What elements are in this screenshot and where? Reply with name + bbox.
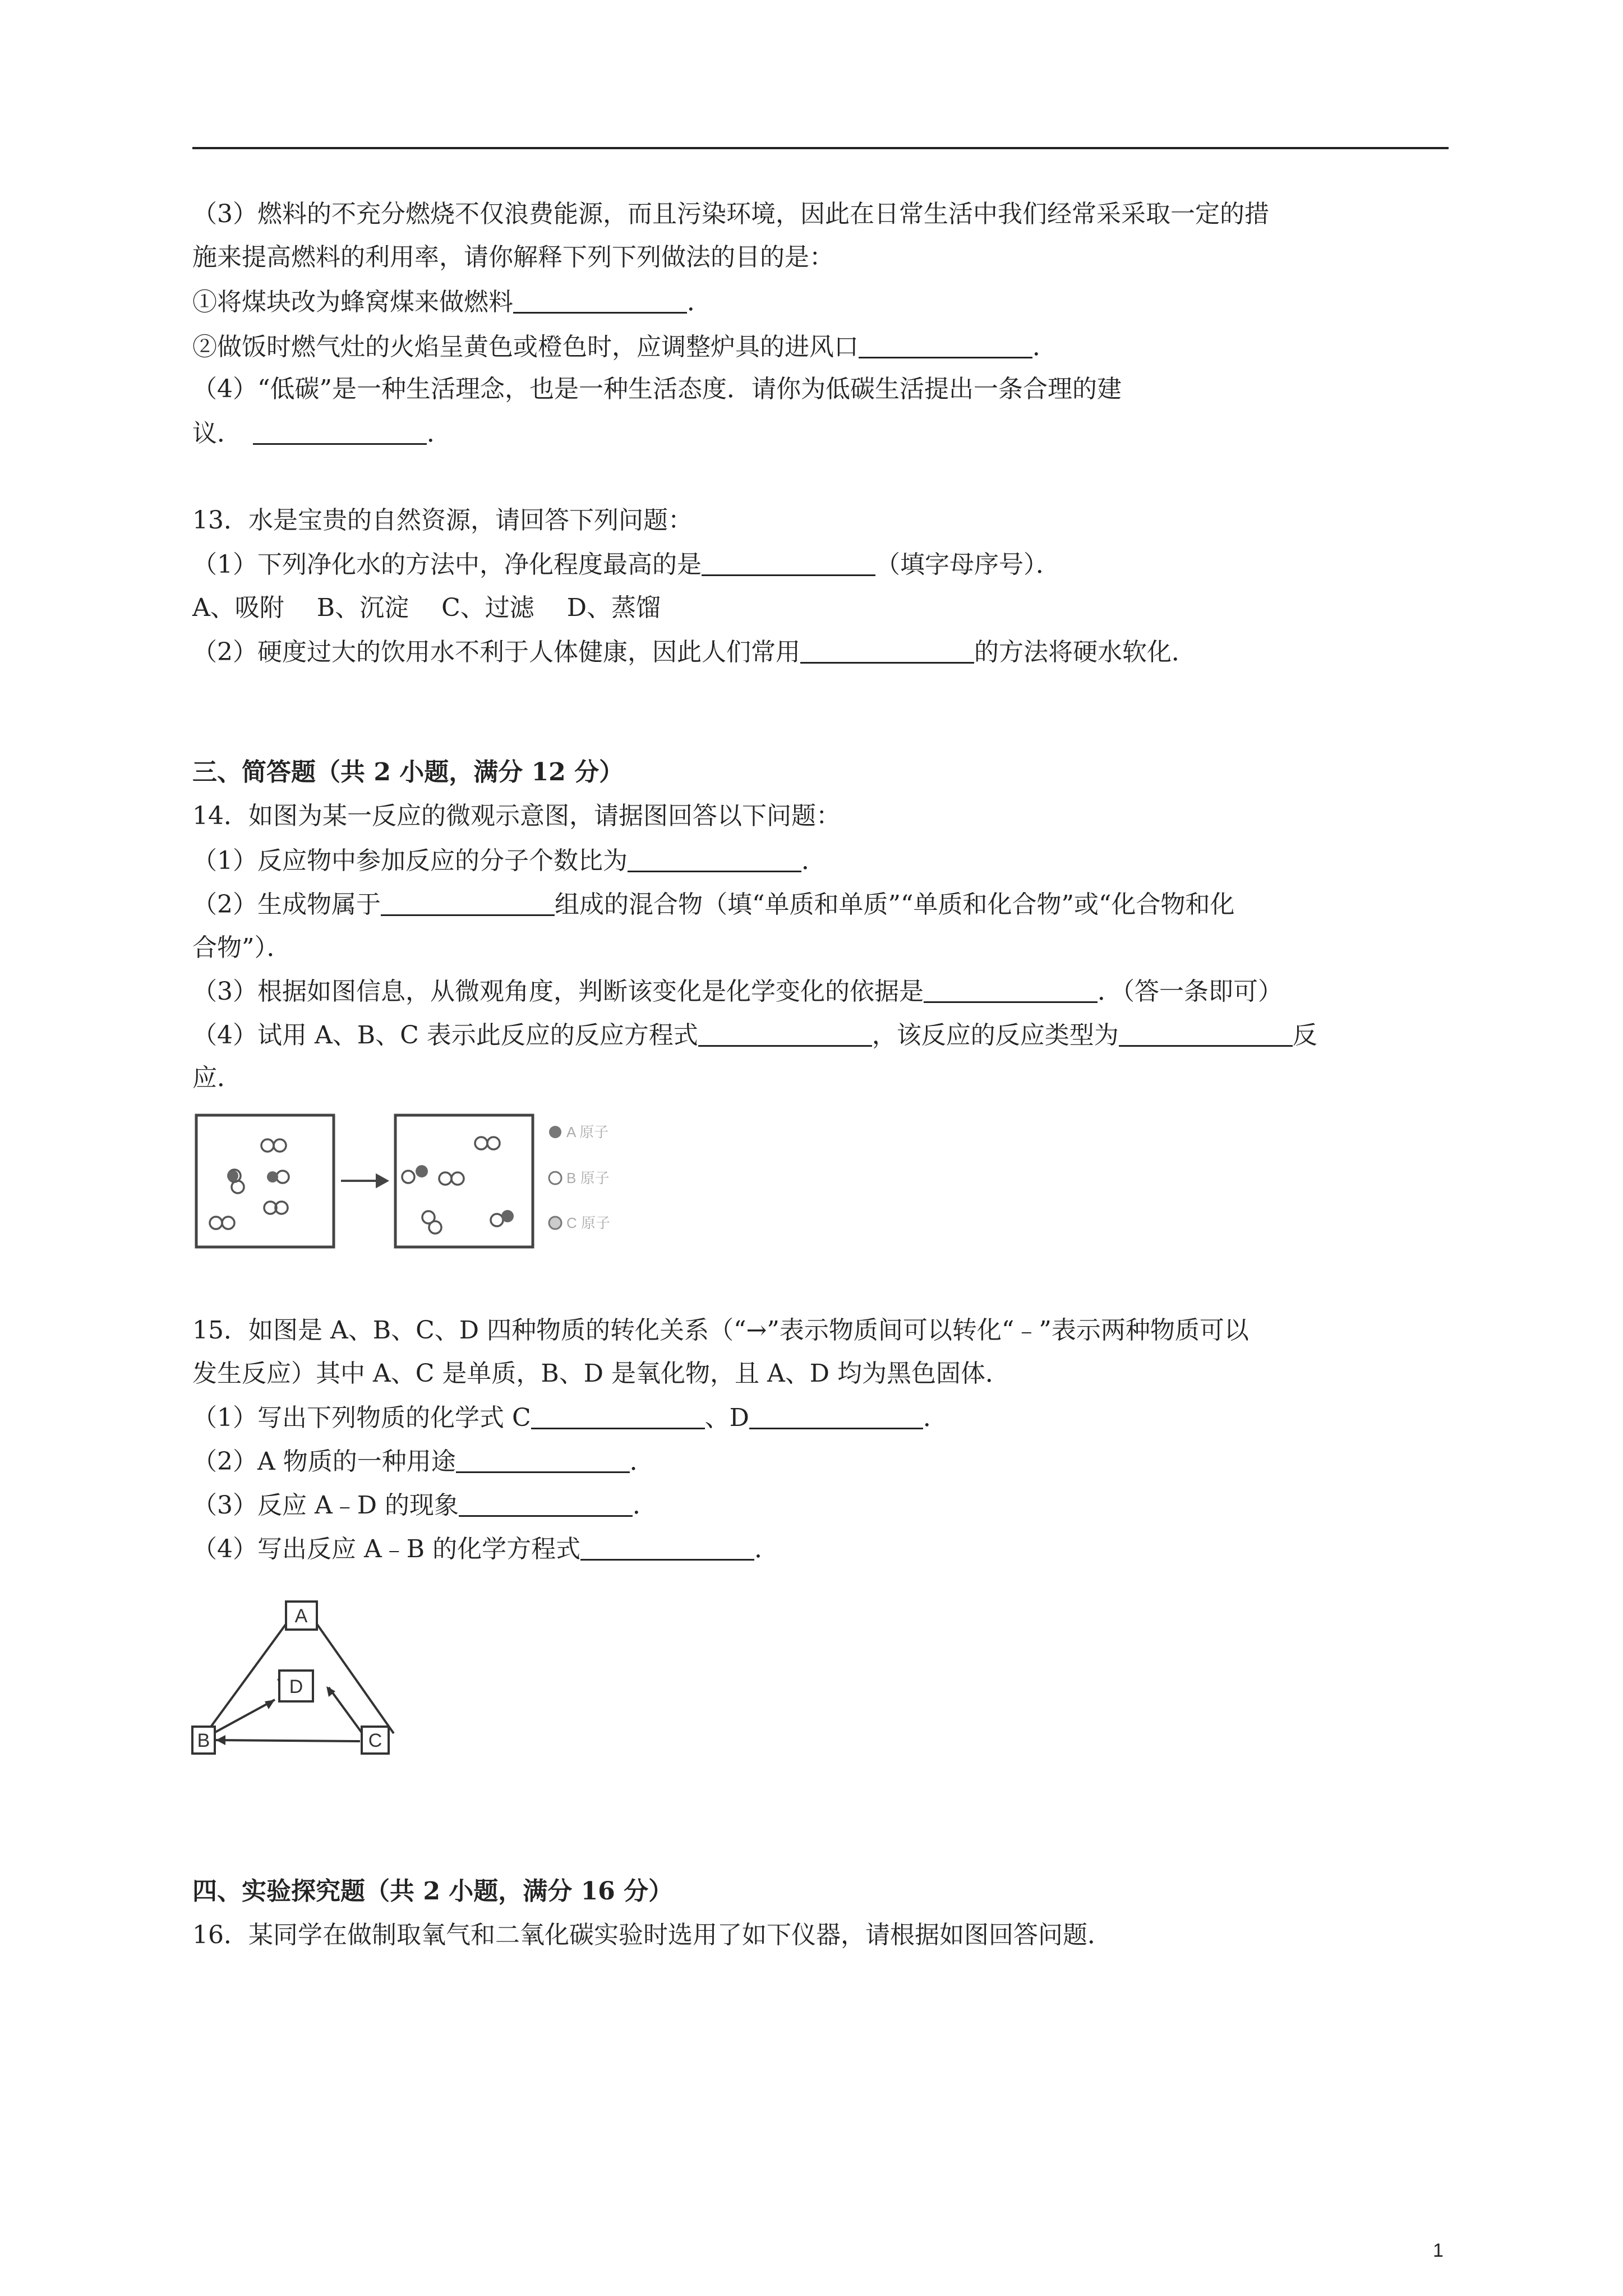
answer-blank[interactable]: [381, 892, 555, 916]
q15-part3: （3）反应 A﹣D 的现象 ．: [192, 1491, 658, 1520]
q13-title: 13．水是宝贵的自然资源，请回答下列问题：: [192, 506, 693, 535]
node-a-label: A: [294, 1605, 308, 1627]
node-d-label: D: [289, 1676, 303, 1697]
answer-blank[interactable]: [800, 639, 974, 664]
q15-title-line2: 发生反应）其中 A、C 是单质，B、D 是氧化物，且 A、D 均为黑色固体．: [192, 1359, 1011, 1388]
q14-part3: （3）根据如图信息，从微观角度，判断该变化是化学变化的依据是 ．（答一条即可）: [192, 977, 1283, 1006]
node-b-label: B: [197, 1730, 210, 1751]
answer-blank[interactable]: [459, 1493, 633, 1517]
q12-part3-line2: 施来提高燃料的利用率，请你解释下列下列做法的目的是：: [192, 243, 834, 272]
answer-blank[interactable]: [580, 1536, 754, 1561]
q12-part4-line2: 议． ．: [192, 419, 451, 448]
reactant-box: [196, 1115, 334, 1247]
answer-blank[interactable]: [628, 848, 801, 872]
reaction-micro-diagram: [191, 1111, 651, 1257]
answer-blank[interactable]: [749, 1405, 923, 1429]
node-c-label: C: [368, 1730, 382, 1751]
answer-blank[interactable]: [456, 1449, 630, 1473]
page-number: 1: [1433, 2240, 1444, 2261]
legend-c-atom: C 原子: [566, 1214, 611, 1231]
q12-part4-line1: （4）“低碳”是一种生活理念，也是一种生活态度．请你为低碳生活提出一条合理的建: [192, 375, 1122, 403]
answer-blank[interactable]: [698, 1023, 872, 1047]
legend: [549, 1124, 610, 1231]
answer-blank[interactable]: [513, 289, 687, 314]
header-rule: [192, 147, 1449, 149]
q15-title-line1: 15．如图是 A、B、C、D 四种物质的转化关系（“→”表示物质间可以转化“﹣”表示两种物质可以: [192, 1316, 1249, 1345]
q16-title: 16．某同学在做制取氧气和二氧化碳实验时选用了如下仪器，请根据如图回答问题．: [192, 1921, 1112, 1949]
q14-part4-cont: 应．: [192, 1064, 242, 1092]
answer-blank[interactable]: [531, 1405, 705, 1429]
q12-part3-line1: （3）燃料的不充分燃烧不仅浪费能源，而且污染环境，因此在日常生活中我们经常采采取一定的措: [192, 200, 1269, 228]
q13-part1: （1）下列净化水的方法中，净化程度最高的是 （填字母序号）．: [192, 550, 1061, 579]
answer-blank[interactable]: [702, 552, 875, 576]
q14-part2-cont: 合物”）．: [192, 933, 292, 962]
q15-part4: （4）写出反应 A﹣B 的化学方程式 ．: [192, 1535, 780, 1563]
q14-part1: （1）反应物中参加反应的分子个数比为 ．: [192, 846, 826, 875]
q14-part2: （2）生成物属于 组成的混合物（填“单质和单质”“单质和化合物”或“化合物和化: [192, 890, 1235, 919]
reaction-arrow: [341, 1175, 387, 1186]
answer-blank[interactable]: [253, 421, 427, 445]
q13-part2: （2）硬度过大的饮用水不利于人体健康，因此人们常用 的方法将硬水软化．: [192, 638, 1196, 666]
legend-b-atom: B 原子: [566, 1170, 610, 1186]
q13-options: A、吸附 B、沉淀 C、过滤 D、蒸馏: [192, 593, 661, 622]
q12-item2: ②做饭时燃气灶的火焰呈黄色或橙色时，应调整炉具的进风口 ．: [192, 333, 1057, 361]
q15-part2: （2）A 物质的一种用途 ．: [192, 1447, 654, 1476]
q14-title: 14．如图为某一反应的微观示意图，请据图回答以下问题：: [192, 802, 841, 830]
substance-relation-diagram: [191, 1593, 415, 1773]
q15-part1: （1）写出下列物质的化学式 C 、D ．: [192, 1404, 948, 1432]
answer-blank[interactable]: [859, 334, 1032, 358]
legend-a-atom: A 原子: [566, 1124, 609, 1140]
answer-blank[interactable]: [1119, 1023, 1293, 1047]
q12-item1: ①将煤块改为蜂窝煤来做燃料 ．: [192, 288, 712, 316]
q14-part4: （4）试用 A、B、C 表示此反应的反应方程式 ，该反应的反应类型为 反: [192, 1021, 1317, 1050]
section4-heading: 四、实验探究题（共 2 小题，满分 16 分）: [192, 1877, 674, 1906]
answer-blank[interactable]: [924, 979, 1098, 1003]
section3-heading: 三、简答题（共 2 小题，满分 12 分）: [192, 758, 624, 786]
